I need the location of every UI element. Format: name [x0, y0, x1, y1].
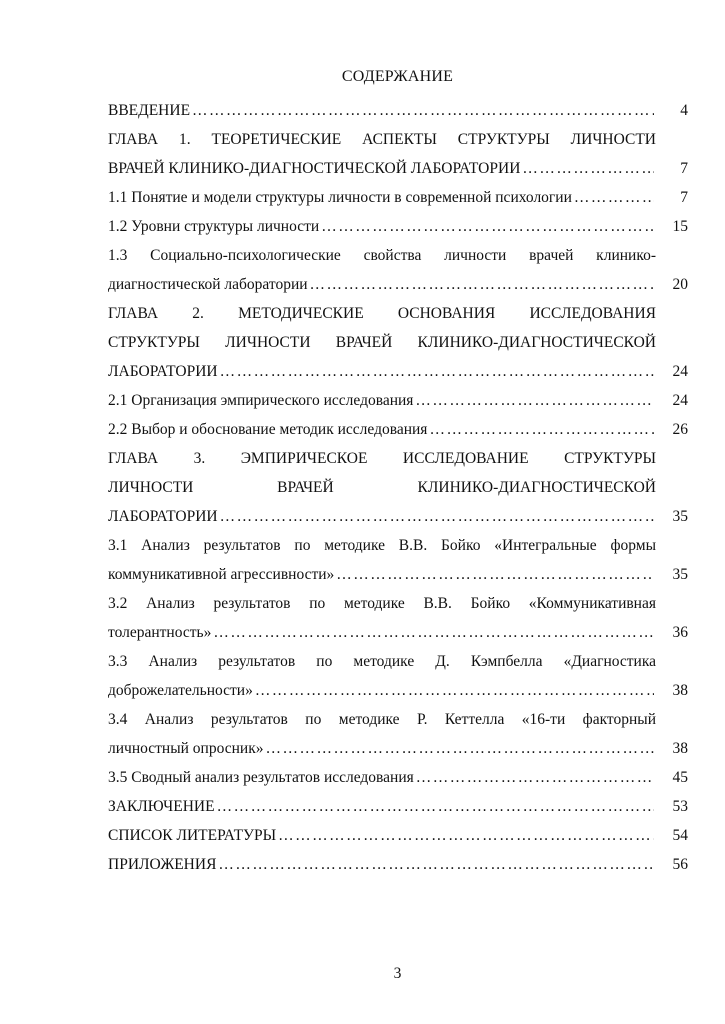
toc-page-number: 45	[672, 769, 688, 786]
toc-entry-text: 3.5 Сводный анализ результатов исследования	[108, 769, 414, 786]
toc-entry	[108, 125, 688, 183]
page-number: 3	[393, 965, 402, 982]
toc-page-number: 56	[672, 856, 688, 873]
dot-leader	[413, 386, 654, 415]
dot-leader	[190, 96, 654, 125]
toc-entry-text: 3.4 Анализ результатов по методике Р. Кеттелла «16-ти факторный	[108, 711, 656, 728]
dot-leader	[572, 183, 654, 212]
toc-page-number: 54	[672, 827, 688, 844]
toc-page-number: 7	[680, 189, 688, 206]
toc-title: СОДЕРЖАНИЕ	[341, 68, 454, 85]
toc-entry-text: коммуникативной агрессивности»	[108, 566, 335, 583]
toc-page-number: 26	[672, 421, 688, 438]
toc-entry	[108, 589, 688, 647]
dot-leader	[263, 734, 654, 763]
toc-entry	[108, 241, 688, 299]
toc-entry-text: СПИСОК ЛИТЕРАТУРЫ	[108, 827, 277, 844]
toc-page-number: 15	[672, 218, 688, 235]
toc-page-number: 38	[672, 740, 688, 757]
toc-entry	[108, 299, 688, 386]
toc-entry-text: ГЛАВА 1. ТЕОРЕТИЧЕСКИЕ АСПЕКТЫ СТРУКТУРЫ ЛИЧНОСТИ	[108, 131, 656, 148]
toc-entry	[108, 647, 688, 705]
toc-entry-text: личностный опросник»	[108, 740, 264, 757]
toc-entry	[108, 792, 688, 821]
toc-page-number: 20	[672, 276, 688, 293]
toc-entry-text: ЗАКЛЮЧЕНИЕ	[108, 798, 215, 815]
toc-entry	[108, 531, 688, 589]
toc-entry-text: 2.1 Организация эмпирического исследования	[108, 392, 414, 409]
toc-entry-text: ЛАБОРАТОРИИ	[108, 508, 218, 525]
toc-page-number: 38	[672, 682, 688, 699]
toc-page-number: 7	[680, 160, 688, 177]
dot-leader	[211, 618, 654, 647]
toc-entry	[108, 821, 688, 850]
toc-entry-text: ВРАЧЕЙ КЛИНИКО-ДИАГНОСТИЧЕСКОЙ ЛАБОРАТОРИИ	[108, 160, 521, 177]
table-of-contents	[108, 96, 688, 879]
toc-page-number: 53	[672, 798, 688, 815]
toc-entry-text: СТРУКТУРЫ ЛИЧНОСТИ ВРАЧЕЙ КЛИНИКО-ДИАГНОСТИЧЕСКОЙ	[108, 334, 656, 351]
dot-leader	[319, 212, 654, 241]
dot-leader	[218, 502, 654, 531]
toc-entry	[108, 386, 688, 415]
toc-entry-text: 3.1 Анализ результатов по методике В.В. Бойко «Интегральные формы	[108, 537, 656, 554]
dot-leader	[253, 676, 654, 705]
toc-page-number: 35	[672, 566, 688, 583]
toc-entry-text: ПРИЛОЖЕНИЯ	[108, 856, 217, 873]
toc-entry-text: 3.2 Анализ результатов по методике В.В. Бойко «Коммуникативная	[108, 595, 656, 612]
toc-entry	[108, 705, 688, 763]
toc-page-number: 24	[672, 392, 688, 409]
dot-leader	[427, 415, 654, 444]
toc-entry-text: 2.2 Выбор и обоснование методик исследования	[108, 421, 428, 438]
toc-entry-text: 1.1 Понятие и модели структуры личности в современной психологии	[108, 189, 572, 206]
toc-page-number: 35	[672, 508, 688, 525]
toc-entry-text: ВВЕДЕНИЕ	[108, 102, 191, 119]
toc-entry-text: 3.3 Анализ результатов по методике Д. Кэмпбелла «Диагностика	[108, 653, 656, 670]
dot-leader	[216, 850, 654, 879]
toc-entry	[108, 96, 688, 125]
toc-entry	[108, 444, 688, 531]
toc-entry-text: диагностической лаборатории	[108, 276, 308, 293]
toc-page-number: 24	[672, 363, 688, 380]
toc-page-number: 36	[672, 624, 688, 641]
toc-entry	[108, 415, 688, 444]
toc-entry-text: 1.3 Социально-психологические свойства личности врачей клинико-	[108, 247, 656, 264]
toc-entry-text: ЛАБОРАТОРИИ	[108, 363, 218, 380]
dot-leader	[520, 154, 654, 183]
toc-entry-text: доброжелательности»	[108, 682, 253, 699]
toc-entry	[108, 183, 688, 212]
toc-entry-text: 1.2 Уровни структуры личности	[108, 218, 320, 235]
toc-page-number: 4	[680, 102, 688, 119]
toc-entry-text: ГЛАВА 3. ЭМПИРИЧЕСКОЕ ИССЛЕДОВАНИЕ СТРУКТУРЫ	[108, 450, 656, 467]
toc-entry-text: толерантность»	[108, 624, 212, 641]
toc-entry	[108, 212, 688, 241]
dot-leader	[215, 792, 654, 821]
toc-entry	[108, 763, 688, 792]
dot-leader	[218, 357, 654, 386]
dot-leader	[308, 270, 654, 299]
dot-leader	[334, 560, 654, 589]
dot-leader	[414, 763, 654, 792]
dot-leader	[276, 821, 654, 850]
toc-entry	[108, 850, 688, 879]
toc-entry-text: ГЛАВА 2. МЕТОДИЧЕСКИЕ ОСНОВАНИЯ ИССЛЕДОВАНИЯ	[108, 305, 656, 322]
toc-entry-text: ЛИЧНОСТИ ВРАЧЕЙ КЛИНИКО-ДИАГНОСТИЧЕСКОЙ	[108, 479, 656, 496]
